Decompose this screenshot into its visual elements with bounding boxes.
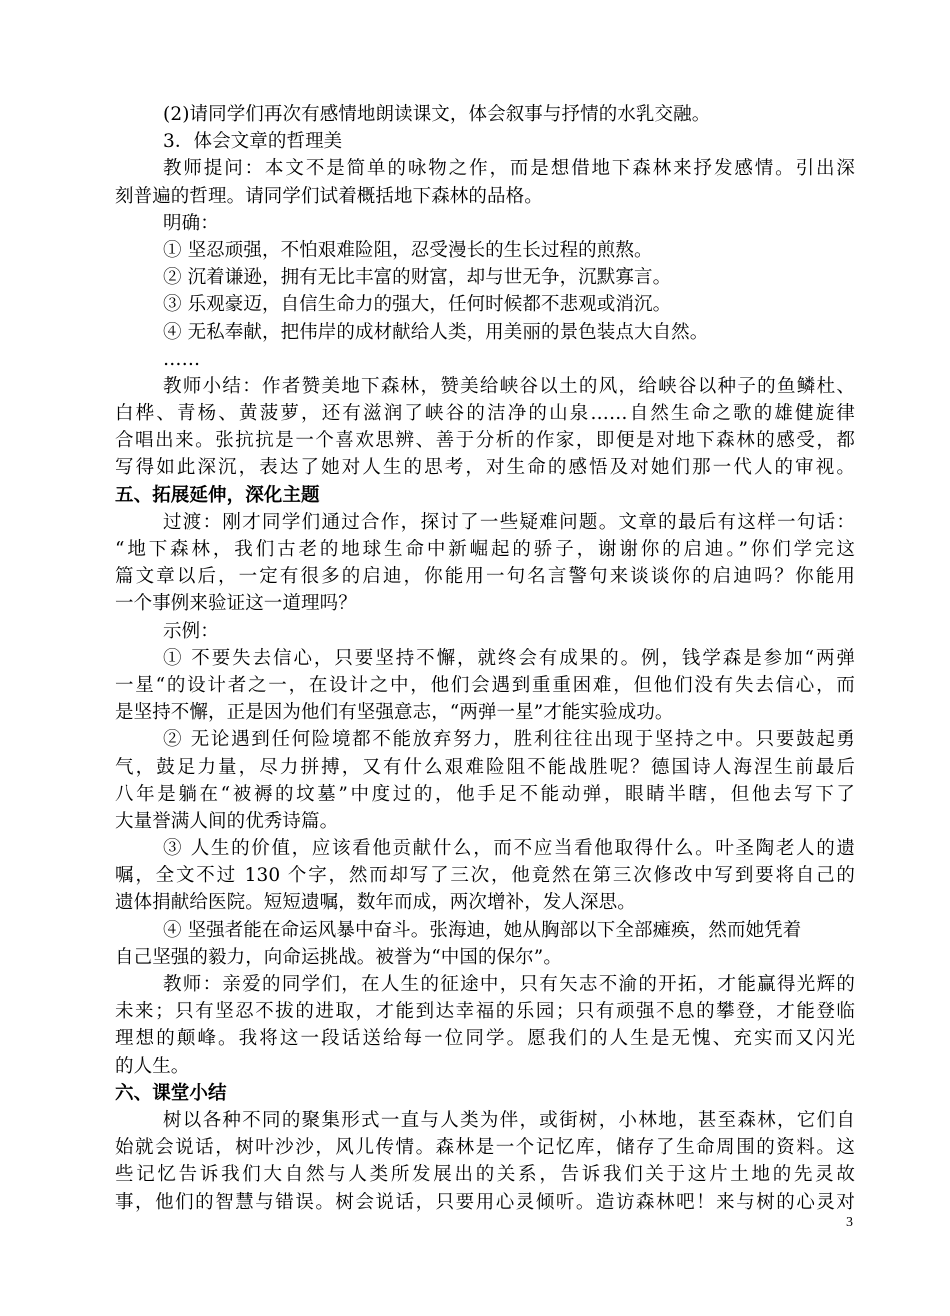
list-item: ① 坚忍顽强，不怕艰难险阻，忍受漫长的生长过程的煎熬。 <box>163 239 653 261</box>
text-line: 遗体捐献给医院。短短遗嘱，数年而成，两次增补，发人深思。 <box>115 892 636 914</box>
text-line: 的人生。 <box>115 1055 190 1077</box>
text-line: 气，鼓足力量，尽力拼搏，又有什么艰难险阻不能战胜呢？德国诗人海涅生前最后 <box>115 756 855 778</box>
text-line: 明确： <box>163 212 219 234</box>
text-line: 一个事例来验证这一道理吗？ <box>115 593 357 615</box>
text-line: “地下森林，我们古老的地球生命中新崛起的骄子，谢谢你的启迪。”你们学完这 <box>115 539 855 560</box>
text-line: 一星“的设计者之一，在设计之中，他们会遇到重重困难，但他们没有失去信心，而 <box>115 674 855 696</box>
page-number: 3 <box>846 1215 853 1230</box>
document-page <box>115 101 855 1216</box>
text-line: 是坚持不懈，正是因为他们有坚强意志，“两弹一星”才能实验成功。 <box>115 702 674 724</box>
section-heading: 五、拓展延伸，深化主题 <box>115 484 320 506</box>
list-item: ② 沉着谦逊，拥有无比丰富的财富，却与世无争，沉默寡言。 <box>163 267 672 289</box>
text-line: 示例： <box>163 620 219 642</box>
section-subheading: 3．体会文章的哲理美 <box>163 131 343 153</box>
example-item: ③ 人生的价值，应该看他贡献什么，而不应当看他取得什么。叶圣陶老人的遗 <box>163 838 855 860</box>
text-line: 过渡：刚才同学们通过合作，探讨了一些疑难问题。文章的最后有这样一句话： <box>163 511 855 533</box>
example-item: ④ 坚强者能在命运风暴中奋斗。张海迪，她从胸部以下全部瘫痪，然而她凭着 <box>163 919 802 941</box>
text-line: 树以各种不同的聚集形式一直与人类为伴，或街树，小林地，甚至森林，它们自 <box>163 1109 855 1131</box>
text-line: 合唱出来。张抗抗是一个喜欢思辨、善于分析的作家，即便是对地下森林的感受，都 <box>115 430 855 452</box>
text-line: 理想的颠峰。我将这一段话送给每一位同学。愿我们的人生是无愧、充实而又闪光 <box>115 1028 855 1050</box>
text-line: 未来；只有坚忍不拔的进取，才能到达幸福的乐园；只有顽强不息的攀登，才能登临 <box>115 1001 855 1023</box>
text-line: 写得如此深沉，表达了她对人生的思考，对生命的感悟及对她们那一代人的审视。 <box>115 457 855 479</box>
text-line: 八年是躺在“被褥的坟墓”中度过的，他手足不能动弹，眼睛半瞎，但他去写下了 <box>115 783 855 805</box>
text-line: 事，他们的智慧与错误。树会说话，只要用心灵倾听。造访森林吧！来与树的心灵对 <box>115 1191 855 1213</box>
ellipsis-line: …… <box>163 348 201 370</box>
text-line: 教师：亲爱的同学们，在人生的征途中，只有矢志不渝的开拓，才能赢得光辉的 <box>163 974 855 995</box>
text-line: 白桦、青杨、黄菠萝，还有滋润了峡谷的洁净的山泉……自然生命之歌的雄健旋律 <box>115 403 855 425</box>
example-item: ① 不要失去信心，只要坚持不懈，就终会有成果的。例，钱学森是参加“两弹 <box>163 647 855 669</box>
text-line: 刻普遍的哲理。请同学们试着概括地下森林的品格。 <box>115 185 543 207</box>
section-heading: 六、课堂小结 <box>115 1082 227 1104</box>
text-line: 教师提问：本文不是简单的咏物之作，而是想借地下森林来抒发感情。引出深 <box>163 158 855 180</box>
text-line: 自己坚强的毅力，向命运挑战。被誉为“中国的保尔”。 <box>115 946 562 968</box>
text-line: 些记忆告诉我们大自然与人类所发展出的关系，告诉我们关于这片土地的先灵故 <box>115 1164 855 1186</box>
text-line: 篇文章以后，一定有很多的启迪，你能用一句名言警句来谈谈你的启迪吗？你能用 <box>115 566 855 588</box>
text-line: 大量誉满人间的优秀诗篇。 <box>115 810 339 832</box>
text-line: 教师小结：作者赞美地下森林，赞美给峡谷以土的风，给峡谷以种子的鱼鳞杜、 <box>163 375 855 397</box>
example-item: ② 无论遇到任何险境都不能放弃努力，胜利往往出现于坚持之中。只要鼓起勇 <box>163 729 855 751</box>
text-line: 始就会说话，树叶沙沙，风儿传情。森林是一个记忆库，储存了生命周围的资料。这 <box>115 1137 855 1159</box>
text-line: 嘱，全文不过 130 个字，然而却写了三次，他竟然在第三次修改中写到要将自己的 <box>115 865 855 887</box>
list-item: ③ 乐观豪迈，自信生命力的强大，任何时候都不悲观或消沉。 <box>163 294 672 316</box>
list-item: ④ 无私奉献，把伟岸的成材献给人类，用美丽的景色装点大自然。 <box>163 321 709 343</box>
text-line: (2)请同学们再次有感情地朗读课文，体会叙事与抒情的水乳交融。 <box>163 104 711 125</box>
